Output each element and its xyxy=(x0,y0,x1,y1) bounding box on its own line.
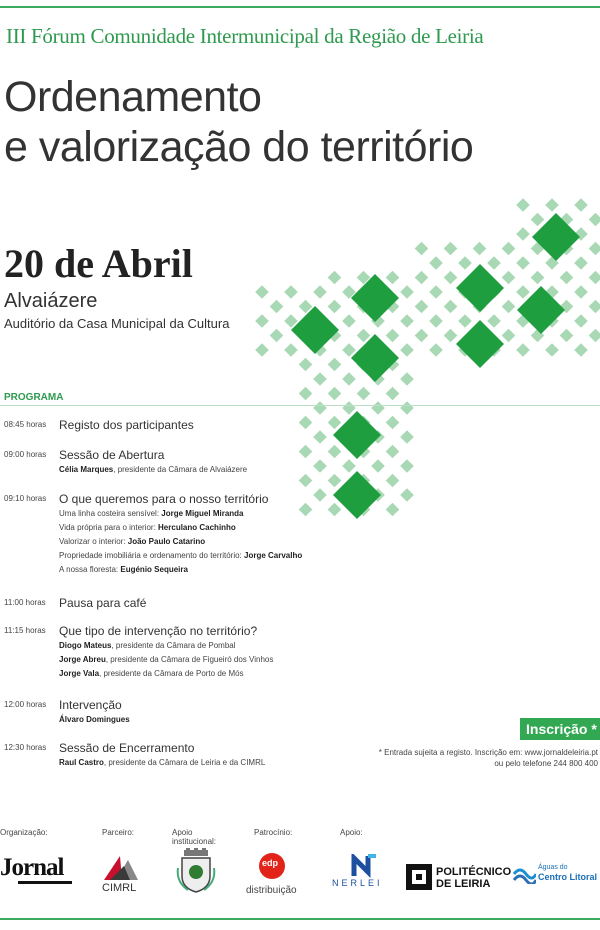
program-title: Registo dos participantes xyxy=(59,418,194,432)
page-title xyxy=(4,72,473,172)
pattern-small-diamond xyxy=(328,445,342,459)
pattern-small-diamond xyxy=(574,314,588,328)
pattern-small-diamond xyxy=(589,300,600,314)
politecnico-logo: POLITÉCNICO DE LEIRIA xyxy=(406,864,506,894)
event-venue: Auditório da Casa Municipal da Cultura xyxy=(4,316,230,331)
pattern-small-diamond xyxy=(342,401,356,415)
program-detail: Célia Marques, presidente da Câmara de Alvaiázere xyxy=(59,465,248,474)
pattern-small-diamond xyxy=(270,300,284,314)
program-title: Intervenção xyxy=(59,698,122,712)
pattern-small-diamond xyxy=(299,445,313,459)
pattern-small-diamond xyxy=(357,300,371,314)
pattern-small-diamond xyxy=(386,474,400,488)
pattern-small-diamond xyxy=(531,213,545,227)
pattern-small-diamond xyxy=(458,285,472,299)
pattern-small-diamond xyxy=(545,256,559,270)
pattern-large-diamond xyxy=(333,471,381,519)
pattern-small-diamond xyxy=(531,329,545,343)
pattern-small-diamond xyxy=(313,401,327,415)
pattern-small-diamond xyxy=(502,300,516,314)
pattern-small-diamond xyxy=(429,256,443,270)
title-line-2: e valorização do território xyxy=(4,123,474,171)
pattern-small-diamond xyxy=(371,430,385,444)
pattern-small-diamond xyxy=(487,314,501,328)
pattern-large-diamond xyxy=(351,274,399,322)
pattern-small-diamond xyxy=(328,474,342,488)
pattern-small-diamond xyxy=(458,343,472,357)
pattern-small-diamond xyxy=(357,358,371,372)
cimrl-logo: CIMRL xyxy=(98,852,144,898)
program-detail: Raul Castro, presidente da Câmara de Leiria e da CIMRL xyxy=(59,758,266,767)
label-patrocinio: Patrocínio: xyxy=(254,828,293,837)
pattern-small-diamond xyxy=(458,314,472,328)
pattern-small-diamond xyxy=(386,271,400,285)
program-detail: A nossa floresta: Eugénio Sequeira xyxy=(59,565,188,574)
jornal-logo: Jornal xyxy=(0,852,74,886)
pattern-small-diamond xyxy=(444,329,458,343)
pattern-small-diamond xyxy=(371,314,385,328)
pattern-small-diamond xyxy=(473,300,487,314)
pattern-small-diamond xyxy=(574,198,588,212)
label-apoio: Apoio: xyxy=(340,828,363,837)
pattern-small-diamond xyxy=(400,401,414,415)
pattern-small-diamond xyxy=(560,213,574,227)
pattern-small-diamond xyxy=(574,285,588,299)
program-title: O que queremos para o nosso território xyxy=(59,492,269,506)
forum-title: III Fórum Comunidade Intermunicipal da Região de Leiria xyxy=(6,24,484,48)
pattern-small-diamond xyxy=(429,343,443,357)
pattern-small-diamond xyxy=(313,343,327,357)
pattern-small-diamond xyxy=(342,343,356,357)
pattern-large-diamond xyxy=(291,306,339,354)
program-time: 08:45 horas xyxy=(4,420,47,429)
pattern-small-diamond xyxy=(357,474,371,488)
pattern-small-diamond xyxy=(357,271,371,285)
label-parceiro: Parceiro: xyxy=(102,828,135,837)
pattern-small-diamond xyxy=(255,343,269,357)
program-detail: Propriedade imobiliária e ordenamento do território: Jorge Carvalho xyxy=(59,551,303,560)
program-title: Pausa para café xyxy=(59,596,147,610)
program-title: Sessão de Encerramento xyxy=(59,741,195,755)
program-detail: Jorge Vala, presidente da Câmara de Porto de Mós xyxy=(59,669,244,678)
pattern-small-diamond xyxy=(516,343,530,357)
pattern-small-diamond xyxy=(516,314,530,328)
pattern-small-diamond xyxy=(328,329,342,343)
pattern-small-diamond xyxy=(400,343,414,357)
pattern-small-diamond xyxy=(371,343,385,357)
pattern-large-diamond xyxy=(517,286,565,334)
pattern-large-diamond xyxy=(456,264,504,312)
pattern-small-diamond xyxy=(531,242,545,256)
pattern-small-diamond xyxy=(400,459,414,473)
pattern-small-diamond xyxy=(386,358,400,372)
pattern-small-diamond xyxy=(342,488,356,502)
pattern-small-diamond xyxy=(299,329,313,343)
pattern-small-diamond xyxy=(415,300,429,314)
aguas-centro-litoral-logo: Águas do Centro Litoral xyxy=(512,864,600,894)
pattern-small-diamond xyxy=(429,314,443,328)
pattern-small-diamond xyxy=(574,256,588,270)
pattern-small-diamond xyxy=(400,372,414,386)
pattern-small-diamond xyxy=(458,256,472,270)
pattern-small-diamond xyxy=(255,285,269,299)
program-detail: Jorge Abreu, presidente da Câmara de Figueiró dos Vinhos xyxy=(59,655,274,664)
pattern-small-diamond xyxy=(357,416,371,430)
pattern-small-diamond xyxy=(516,285,530,299)
pattern-small-diamond xyxy=(313,459,327,473)
pattern-small-diamond xyxy=(342,314,356,328)
top-rule xyxy=(0,6,600,8)
edp-logo: edp distribuição xyxy=(244,852,304,898)
program-time: 11:15 horas xyxy=(4,626,46,635)
pattern-small-diamond xyxy=(342,372,356,386)
pattern-small-diamond xyxy=(299,503,313,517)
pattern-small-diamond xyxy=(429,285,443,299)
pattern-small-diamond xyxy=(299,474,313,488)
pattern-small-diamond xyxy=(400,314,414,328)
pattern-small-diamond xyxy=(574,227,588,241)
pattern-large-diamond xyxy=(456,320,504,368)
pattern-small-diamond xyxy=(545,285,559,299)
pattern-small-diamond xyxy=(313,488,327,502)
pattern-small-diamond xyxy=(502,271,516,285)
pattern-small-diamond xyxy=(444,271,458,285)
pattern-small-diamond xyxy=(589,271,600,285)
pattern-small-diamond xyxy=(545,198,559,212)
pattern-small-diamond xyxy=(574,343,588,357)
pattern-small-diamond xyxy=(357,329,371,343)
program-detail: Uma linha costeira sensível: Jorge Miguel Miranda xyxy=(59,509,244,518)
pattern-small-diamond xyxy=(357,445,371,459)
pattern-small-diamond xyxy=(299,387,313,401)
pattern-small-diamond xyxy=(357,387,371,401)
pattern-small-diamond xyxy=(386,503,400,517)
pattern-small-diamond xyxy=(313,372,327,386)
pattern-small-diamond xyxy=(299,358,313,372)
pattern-small-diamond xyxy=(400,285,414,299)
event-date: 20 de Abril xyxy=(4,241,193,286)
title-line-1: Ordenamento xyxy=(4,73,262,121)
inscricao-phone: ou pelo telefone 244 800 400 xyxy=(494,759,598,768)
pattern-small-diamond xyxy=(313,314,327,328)
pattern-small-diamond xyxy=(560,329,574,343)
pattern-small-diamond xyxy=(371,372,385,386)
program-time: 12:30 horas xyxy=(4,743,47,752)
pattern-small-diamond xyxy=(342,285,356,299)
pattern-small-diamond xyxy=(284,343,298,357)
pattern-small-diamond xyxy=(444,300,458,314)
pattern-small-diamond xyxy=(444,242,458,256)
bottom-rule xyxy=(0,918,600,920)
pattern-small-diamond xyxy=(371,285,385,299)
pattern-small-diamond xyxy=(516,227,530,241)
pattern-small-diamond xyxy=(400,430,414,444)
pattern-small-diamond xyxy=(328,358,342,372)
programa-heading: PROGRAMA xyxy=(4,392,64,403)
pattern-small-diamond xyxy=(342,430,356,444)
pattern-small-diamond xyxy=(255,314,269,328)
pattern-small-diamond xyxy=(473,329,487,343)
pattern-small-diamond xyxy=(516,198,530,212)
pattern-small-diamond xyxy=(487,256,501,270)
pattern-small-diamond xyxy=(357,503,371,517)
pattern-large-diamond xyxy=(532,213,580,261)
program-time: 09:00 horas xyxy=(4,450,47,459)
pattern-small-diamond xyxy=(342,459,356,473)
pattern-small-diamond xyxy=(560,271,574,285)
pattern-small-diamond xyxy=(386,416,400,430)
programa-rule xyxy=(0,405,600,406)
pattern-small-diamond xyxy=(473,242,487,256)
pattern-small-diamond xyxy=(328,300,342,314)
pattern-small-diamond xyxy=(371,459,385,473)
pattern-small-diamond xyxy=(270,329,284,343)
pattern-small-diamond xyxy=(299,300,313,314)
pattern-small-diamond xyxy=(589,213,600,227)
pattern-small-diamond xyxy=(328,503,342,517)
pattern-small-diamond xyxy=(299,416,313,430)
pattern-small-diamond xyxy=(371,488,385,502)
pattern-small-diamond xyxy=(589,329,600,343)
brasao-alvaiazere-icon xyxy=(174,848,218,894)
pattern-large-diamond xyxy=(333,411,381,459)
pattern-small-diamond xyxy=(328,416,342,430)
pattern-small-diamond xyxy=(371,401,385,415)
program-detail: Valorizar o interior: João Paulo Catarino xyxy=(59,537,206,546)
pattern-small-diamond xyxy=(415,329,429,343)
pattern-small-diamond xyxy=(473,271,487,285)
pattern-small-diamond xyxy=(502,242,516,256)
pattern-small-diamond xyxy=(502,329,516,343)
pattern-small-diamond xyxy=(560,242,574,256)
pattern-small-diamond xyxy=(284,314,298,328)
program-detail: Álvaro Domingues xyxy=(59,715,130,724)
event-place: Alvaiázere xyxy=(4,290,98,312)
pattern-small-diamond xyxy=(386,329,400,343)
pattern-small-diamond xyxy=(415,242,429,256)
pattern-large-diamond xyxy=(351,334,399,382)
pattern-small-diamond xyxy=(386,300,400,314)
program-time: 12:00 horas xyxy=(4,700,47,709)
program-detail: Diogo Mateus, presidente da Câmara de Pombal xyxy=(59,641,236,650)
program-detail: Vida própria para o interior: Herculano Cachinho xyxy=(59,523,236,532)
program-time: 09:10 horas xyxy=(4,494,47,503)
pattern-small-diamond xyxy=(415,271,429,285)
pattern-small-diamond xyxy=(487,343,501,357)
program-title: Que tipo de intervenção no território? xyxy=(59,624,258,638)
pattern-small-diamond xyxy=(328,271,342,285)
pattern-small-diamond xyxy=(545,343,559,357)
program-time: 11:00 horas xyxy=(4,598,46,607)
pattern-small-diamond xyxy=(400,488,414,502)
pattern-small-diamond xyxy=(313,285,327,299)
pattern-small-diamond xyxy=(531,271,545,285)
pattern-small-diamond xyxy=(545,314,559,328)
program-title: Sessão de Abertura xyxy=(59,448,165,462)
nerlei-logo: NERLEI xyxy=(332,854,398,894)
label-apoio-institucional: Apoio institucional: xyxy=(172,828,217,846)
pattern-small-diamond xyxy=(386,445,400,459)
pattern-small-diamond xyxy=(589,242,600,256)
pattern-small-diamond xyxy=(560,300,574,314)
label-organizacao: Organização: xyxy=(0,828,48,837)
pattern-small-diamond xyxy=(531,300,545,314)
pattern-small-diamond xyxy=(516,256,530,270)
pattern-small-diamond xyxy=(284,285,298,299)
pattern-small-diamond xyxy=(386,387,400,401)
inscricao-note: * Entrada sujeita a registo. Inscrição em: www.jornaldeleiria.pt xyxy=(378,748,598,757)
pattern-small-diamond xyxy=(545,227,559,241)
pattern-small-diamond xyxy=(328,387,342,401)
pattern-small-diamond xyxy=(313,430,327,444)
inscricao-badge: Inscrição * xyxy=(520,718,600,740)
pattern-small-diamond xyxy=(487,285,501,299)
